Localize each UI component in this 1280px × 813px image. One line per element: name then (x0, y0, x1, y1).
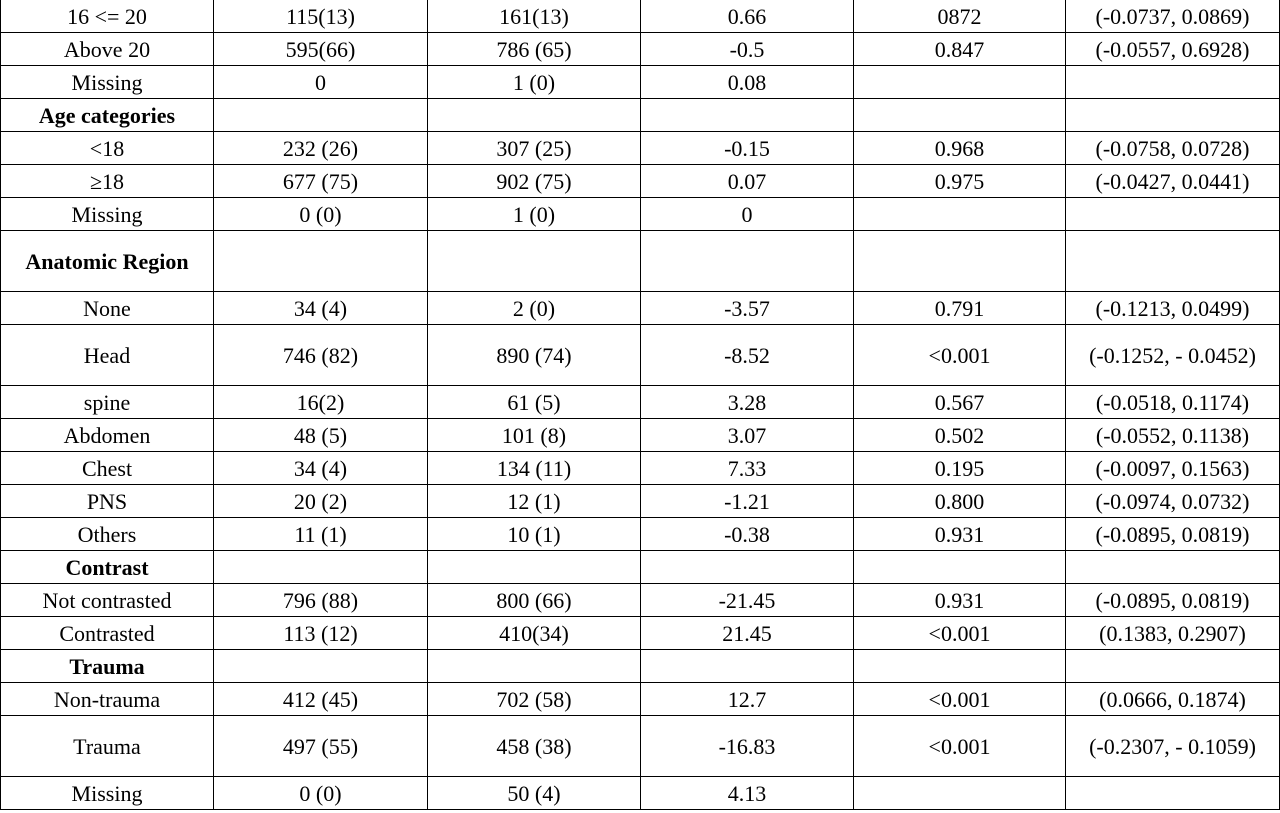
section-header-row (1, 650, 1280, 683)
p-value-cell: 0.968 (854, 132, 1066, 165)
group-a-count-cell: 34 (4) (214, 292, 428, 325)
group-a-count-cell: 16(2) (214, 386, 428, 419)
difference-cell (641, 551, 854, 584)
table-row (1, 292, 1280, 325)
table-row (1, 386, 1280, 419)
p-value-cell: 0.800 (854, 485, 1066, 518)
group-a-count-cell (214, 231, 428, 292)
difference-cell: -3.57 (641, 292, 854, 325)
difference-cell: 4.13 (641, 777, 854, 810)
confidence-interval-cell: (-0.0427, 0.0441) (1066, 165, 1280, 198)
table-row (1, 325, 1280, 386)
p-value-cell (854, 777, 1066, 810)
p-value-cell: <0.001 (854, 683, 1066, 716)
p-value-cell: 0872 (854, 0, 1066, 33)
difference-cell (641, 99, 854, 132)
row-label-cell: Non-trauma (1, 683, 214, 716)
p-value-cell (854, 66, 1066, 99)
group-b-count-cell: 458 (38) (428, 716, 641, 777)
difference-cell: 7.33 (641, 452, 854, 485)
p-value-cell: 0.567 (854, 386, 1066, 419)
row-label-cell: Contrasted (1, 617, 214, 650)
group-b-count-cell: 1 (0) (428, 198, 641, 231)
confidence-interval-cell (1066, 650, 1280, 683)
group-b-count-cell: 12 (1) (428, 485, 641, 518)
p-value-cell: 0.847 (854, 33, 1066, 66)
row-label-cell: Missing (1, 198, 214, 231)
group-a-count-cell: 20 (2) (214, 485, 428, 518)
confidence-interval-cell: (0.0666, 0.1874) (1066, 683, 1280, 716)
confidence-interval-cell: (-0.0552, 0.1138) (1066, 419, 1280, 452)
p-value-cell: 0.791 (854, 292, 1066, 325)
group-a-count-cell: 677 (75) (214, 165, 428, 198)
group-a-count-cell: 0 (214, 66, 428, 99)
row-label-cell: Trauma (1, 716, 214, 777)
row-label-cell: 16 <= 20 (1, 0, 214, 33)
group-b-count-cell: 410(34) (428, 617, 641, 650)
confidence-interval-cell: (-0.0974, 0.0732) (1066, 485, 1280, 518)
table-row (1, 419, 1280, 452)
group-b-count-cell: 902 (75) (428, 165, 641, 198)
group-a-count-cell: 48 (5) (214, 419, 428, 452)
row-label-cell: PNS (1, 485, 214, 518)
confidence-interval-cell (1066, 99, 1280, 132)
group-b-count-cell: 2 (0) (428, 292, 641, 325)
table-row (1, 66, 1280, 99)
table-row (1, 132, 1280, 165)
p-value-cell: <0.001 (854, 617, 1066, 650)
difference-cell: 21.45 (641, 617, 854, 650)
p-value-cell: 0.975 (854, 165, 1066, 198)
confidence-interval-cell: (-0.0895, 0.0819) (1066, 518, 1280, 551)
section-header-row (1, 231, 1280, 292)
group-a-count-cell (214, 650, 428, 683)
row-label-cell: Above 20 (1, 33, 214, 66)
group-b-count-cell: 50 (4) (428, 777, 641, 810)
group-a-count-cell: 746 (82) (214, 325, 428, 386)
table-row (1, 683, 1280, 716)
group-a-count-cell: 115(13) (214, 0, 428, 33)
p-value-cell: 0.931 (854, 518, 1066, 551)
table-row (1, 33, 1280, 66)
table-row (1, 584, 1280, 617)
section-header-row (1, 99, 1280, 132)
difference-cell: -21.45 (641, 584, 854, 617)
row-label-cell: Not contrasted (1, 584, 214, 617)
confidence-interval-cell: (-0.2307, - 0.1059) (1066, 716, 1280, 777)
difference-cell: -0.15 (641, 132, 854, 165)
table-row (1, 452, 1280, 485)
table-row (1, 485, 1280, 518)
group-b-count-cell: 134 (11) (428, 452, 641, 485)
p-value-cell: 0.931 (854, 584, 1066, 617)
difference-cell: 3.28 (641, 386, 854, 419)
difference-cell: -1.21 (641, 485, 854, 518)
row-label-cell: spine (1, 386, 214, 419)
group-b-count-cell: 101 (8) (428, 419, 641, 452)
section-header-row (1, 551, 1280, 584)
confidence-interval-cell: (0.1383, 0.2907) (1066, 617, 1280, 650)
group-a-count-cell (214, 99, 428, 132)
row-label-cell: Age categories (1, 99, 214, 132)
group-a-count-cell: 412 (45) (214, 683, 428, 716)
p-value-cell (854, 650, 1066, 683)
group-b-count-cell: 702 (58) (428, 683, 641, 716)
row-label-cell: Missing (1, 777, 214, 810)
p-value-cell (854, 198, 1066, 231)
confidence-interval-cell: (-0.0758, 0.0728) (1066, 132, 1280, 165)
p-value-cell: <0.001 (854, 716, 1066, 777)
group-a-count-cell (214, 551, 428, 584)
difference-cell: 0.08 (641, 66, 854, 99)
confidence-interval-cell: (-0.0737, 0.0869) (1066, 0, 1280, 33)
row-label-cell: <18 (1, 132, 214, 165)
table-row (1, 198, 1280, 231)
confidence-interval-cell: (-0.0097, 0.1563) (1066, 452, 1280, 485)
group-b-count-cell (428, 551, 641, 584)
group-b-count-cell: 10 (1) (428, 518, 641, 551)
group-b-count-cell: 786 (65) (428, 33, 641, 66)
confidence-interval-cell (1066, 777, 1280, 810)
confidence-interval-cell (1066, 66, 1280, 99)
group-a-count-cell: 0 (0) (214, 198, 428, 231)
difference-cell: 0.07 (641, 165, 854, 198)
group-b-count-cell: 161(13) (428, 0, 641, 33)
table-row (1, 518, 1280, 551)
confidence-interval-cell: (-0.0518, 0.1174) (1066, 386, 1280, 419)
p-value-cell (854, 231, 1066, 292)
group-a-count-cell: 0 (0) (214, 777, 428, 810)
row-label-cell: Abdomen (1, 419, 214, 452)
p-value-cell (854, 99, 1066, 132)
group-b-count-cell: 800 (66) (428, 584, 641, 617)
p-value-cell: 0.502 (854, 419, 1066, 452)
difference-cell: 12.7 (641, 683, 854, 716)
confidence-interval-cell: (-0.1252, - 0.0452) (1066, 325, 1280, 386)
row-label-cell: Others (1, 518, 214, 551)
difference-cell: 3.07 (641, 419, 854, 452)
difference-cell: -16.83 (641, 716, 854, 777)
difference-cell: -0.5 (641, 33, 854, 66)
row-label-cell: Missing (1, 66, 214, 99)
group-b-count-cell: 1 (0) (428, 66, 641, 99)
confidence-interval-cell (1066, 551, 1280, 584)
group-a-count-cell: 11 (1) (214, 518, 428, 551)
row-label-cell: Contrast (1, 551, 214, 584)
row-label-cell: Head (1, 325, 214, 386)
p-value-cell (854, 551, 1066, 584)
group-a-count-cell: 497 (55) (214, 716, 428, 777)
p-value-cell: 0.195 (854, 452, 1066, 485)
group-a-count-cell: 113 (12) (214, 617, 428, 650)
difference-cell: 0 (641, 198, 854, 231)
row-label-cell: Chest (1, 452, 214, 485)
table-body (1, 0, 1280, 810)
confidence-interval-cell (1066, 231, 1280, 292)
confidence-interval-cell: (-0.0557, 0.6928) (1066, 33, 1280, 66)
group-b-count-cell: 307 (25) (428, 132, 641, 165)
group-a-count-cell: 232 (26) (214, 132, 428, 165)
table-row (1, 777, 1280, 810)
row-label-cell: None (1, 292, 214, 325)
confidence-interval-cell: (-0.0895, 0.0819) (1066, 584, 1280, 617)
table-row (1, 165, 1280, 198)
confidence-interval-cell (1066, 198, 1280, 231)
difference-cell: 0.66 (641, 0, 854, 33)
row-label-cell: Anatomic Region (1, 231, 214, 292)
difference-cell (641, 231, 854, 292)
difference-cell (641, 650, 854, 683)
row-label-cell: ≥18 (1, 165, 214, 198)
table-row (1, 617, 1280, 650)
difference-cell: -8.52 (641, 325, 854, 386)
group-b-count-cell (428, 99, 641, 132)
group-b-count-cell (428, 231, 641, 292)
difference-cell: -0.38 (641, 518, 854, 551)
confidence-interval-cell: (-0.1213, 0.0499) (1066, 292, 1280, 325)
table-row (1, 0, 1280, 33)
group-b-count-cell: 890 (74) (428, 325, 641, 386)
p-value-cell: <0.001 (854, 325, 1066, 386)
group-a-count-cell: 796 (88) (214, 584, 428, 617)
group-a-count-cell: 595(66) (214, 33, 428, 66)
group-b-count-cell (428, 650, 641, 683)
group-a-count-cell: 34 (4) (214, 452, 428, 485)
group-b-count-cell: 61 (5) (428, 386, 641, 419)
row-label-cell: Trauma (1, 650, 214, 683)
table-row (1, 716, 1280, 777)
